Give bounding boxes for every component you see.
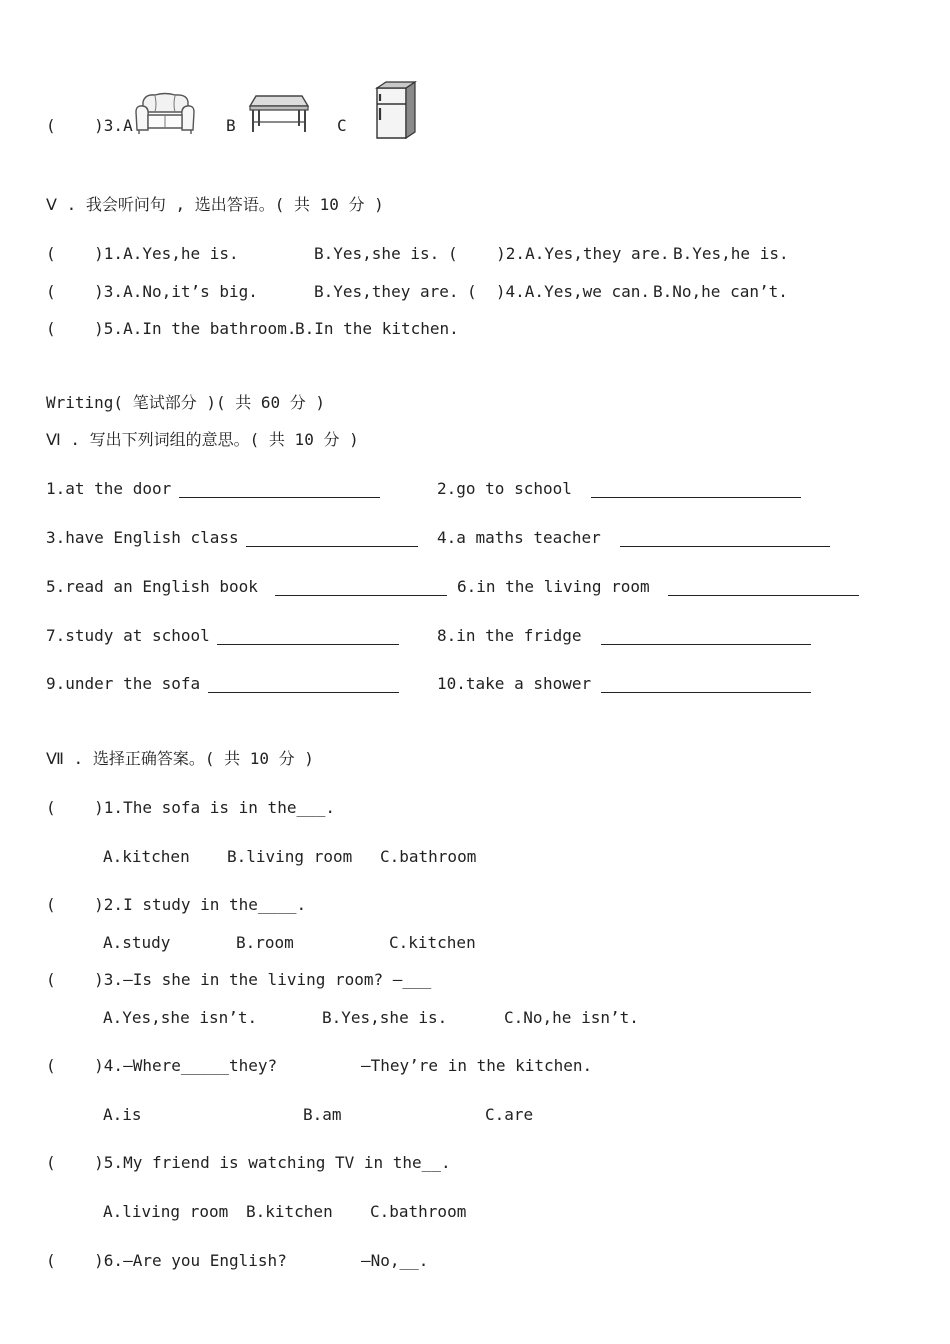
option: C.bathroom: [370, 1202, 467, 1221]
option: C.are: [485, 1105, 534, 1124]
question-stem: ( )4.—Where_____they?: [46, 1056, 278, 1075]
s5-item: B.No,he can’t.: [653, 282, 788, 301]
phrase-item: 10.take a shower: [437, 674, 592, 693]
s5-item: ( )5.A.In the bathroom.: [46, 319, 297, 338]
section-7-title: Ⅶ . 选择正确答案。( 共 10 分 ): [46, 749, 314, 768]
phrase-item: 5.read an English book: [46, 577, 258, 596]
phrase-item: 3.have English class: [46, 528, 239, 547]
option-b-label: B: [226, 116, 236, 135]
answer-blank[interactable]: [217, 644, 399, 645]
s5-item: B.Yes,he is.: [673, 244, 789, 263]
phrase-item: 9.under the sofa: [46, 674, 201, 693]
phrase-item: 8.in the fridge: [437, 626, 582, 645]
answer-blank[interactable]: [591, 497, 801, 498]
q3-stem: ( )3.A: [46, 116, 133, 135]
question-stem: ( )2.I study in the____.: [46, 895, 307, 914]
s5-item: ( )3.A.No,it’s big.: [46, 282, 258, 301]
option: C.No,he isn’t.: [504, 1008, 639, 1027]
answer-blank[interactable]: [275, 595, 447, 596]
phrase-item: 4.a maths teacher: [437, 528, 601, 547]
option: B.kitchen: [246, 1202, 333, 1221]
option: B.Yes,she is.: [322, 1008, 448, 1027]
question-stem: ( )3.—Is she in the living room? —___: [46, 970, 432, 989]
answer-blank[interactable]: [620, 546, 830, 547]
option: B.living room: [227, 847, 353, 866]
option: B.am: [303, 1105, 342, 1124]
s5-item: B.Yes,she is.: [314, 244, 440, 263]
table-icon: [246, 92, 310, 136]
question-stem: ( )1.The sofa is in the___.: [46, 798, 335, 817]
answer-blank[interactable]: [179, 497, 380, 498]
sofa-icon: [133, 90, 197, 138]
question-stem: ( )6.—Are you English?: [46, 1251, 287, 1270]
s5-item: B.Yes,they are.: [314, 282, 459, 301]
answer-blank[interactable]: [208, 692, 399, 693]
option: A.Yes,she isn’t.: [103, 1008, 258, 1027]
answer-blank[interactable]: [668, 595, 859, 596]
question-reply: —They’re in the kitchen.: [361, 1056, 593, 1075]
option: A.kitchen: [103, 847, 190, 866]
s5-item: ( )1.A.Yes,he is.: [46, 244, 239, 263]
answer-blank[interactable]: [601, 644, 811, 645]
s5-item: ( )2.A.Yes,they are.: [448, 244, 670, 263]
option: A.is: [103, 1105, 142, 1124]
phrase-item: 1.at the door: [46, 479, 172, 498]
fridge-icon: [374, 80, 418, 140]
answer-blank[interactable]: [246, 546, 418, 547]
phrase-item: 2.go to school: [437, 479, 572, 498]
answer-blank[interactable]: [601, 692, 811, 693]
option: B.room: [236, 933, 294, 952]
phrase-item: 6.in the living room: [457, 577, 650, 596]
writing-header: Writing( 笔试部分 )( 共 60 分 ): [46, 393, 326, 412]
phrase-item: 7.study at school: [46, 626, 210, 645]
s5-item: B.In the kitchen.: [295, 319, 459, 338]
option: A.study: [103, 933, 171, 952]
option: C.bathroom: [380, 847, 477, 866]
option: C.kitchen: [389, 933, 476, 952]
option: A.living room: [103, 1202, 229, 1221]
section-5-title: Ⅴ . 我会听问句 , 选出答语。( 共 10 分 ): [46, 195, 384, 214]
question-stem: ( )5.My friend is watching TV in the__.: [46, 1153, 451, 1172]
s5-item: ( )4.A.Yes,we can.: [467, 282, 651, 301]
section-6-title: Ⅵ . 写出下列词组的意思。( 共 10 分 ): [46, 430, 359, 449]
question-reply: —No,__.: [361, 1251, 429, 1270]
option-c-label: C: [337, 116, 347, 135]
